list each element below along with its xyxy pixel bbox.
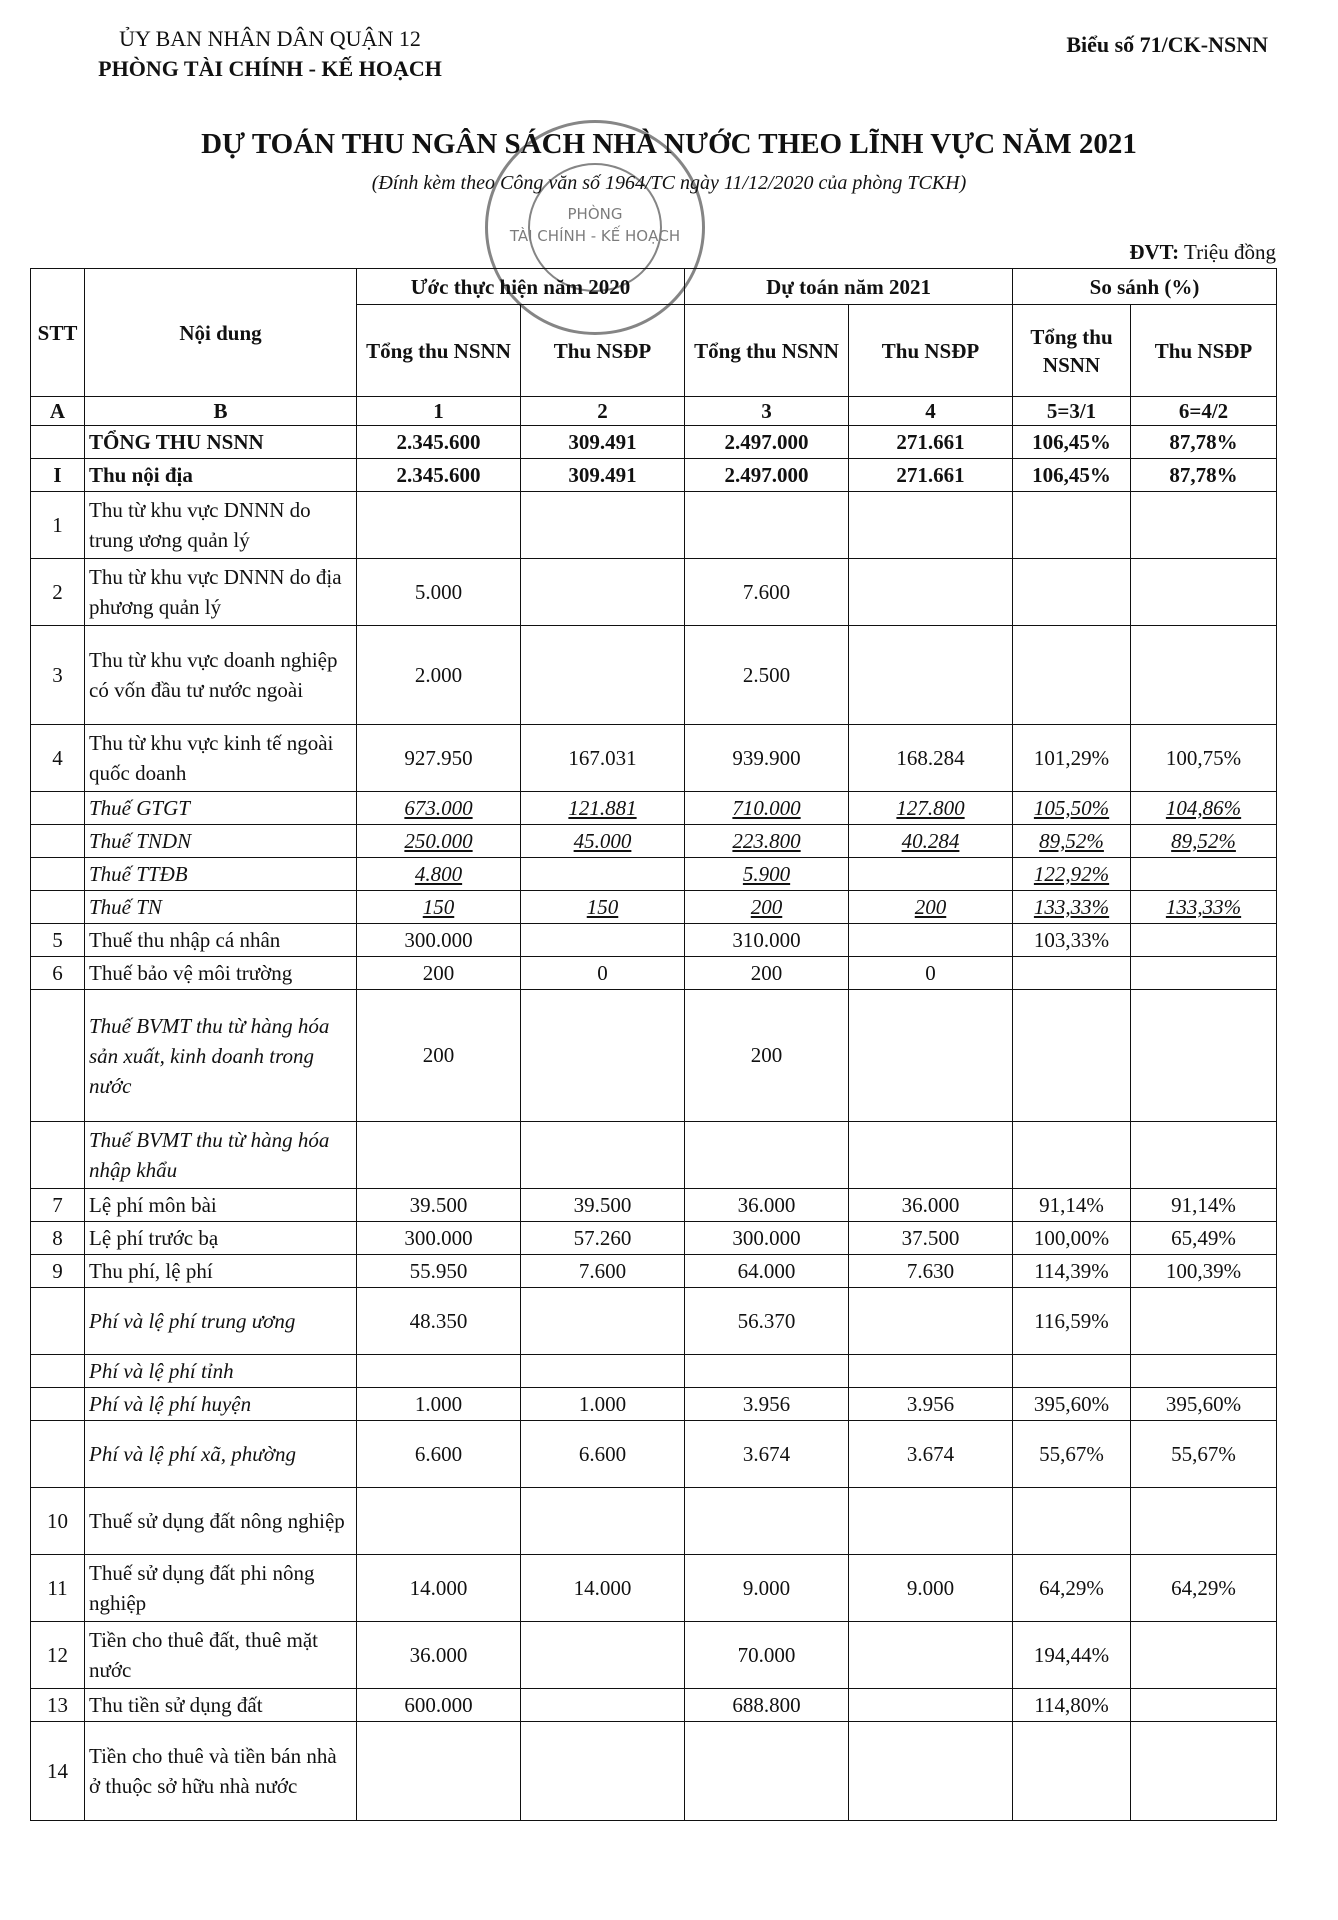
cell-content: Thu từ khu vực kinh tế ngoài quốc doanh (85, 725, 357, 792)
cell-c2 (521, 1689, 685, 1722)
cell-content: Thuế BVMT thu từ hàng hóa sản xuất, kinh doanh trong nước (85, 990, 357, 1122)
cell-c5: 105,50% (1013, 792, 1131, 825)
table-row (31, 1488, 1277, 1555)
cell-c5: 114,80% (1013, 1689, 1131, 1722)
table-row (31, 1388, 1277, 1421)
header-local-3: Thu NSĐP (1131, 305, 1277, 397)
cell-c1: 673.000 (357, 792, 521, 825)
cell-c1: 39.500 (357, 1189, 521, 1222)
cell-stt (31, 891, 85, 924)
cell-content: Phí và lệ phí huyện (85, 1388, 357, 1421)
cell-content: Thuế sử dụng đất nông nghiệp (85, 1488, 357, 1555)
cell-c2 (521, 1355, 685, 1388)
cell-c3: 56.370 (685, 1288, 849, 1355)
cell-c1 (357, 1122, 521, 1189)
cell-c6 (1131, 1288, 1277, 1355)
cell-c2 (521, 1722, 685, 1821)
table-row (31, 924, 1277, 957)
cell-stt: 14 (31, 1722, 85, 1821)
unit-note (1129, 240, 1276, 265)
table-row (31, 725, 1277, 792)
cell-c4 (849, 492, 1013, 559)
cell-c4: 3.674 (849, 1421, 1013, 1488)
cell-stt: 9 (31, 1255, 85, 1288)
cell-stt (31, 1355, 85, 1388)
table-row (31, 1555, 1277, 1622)
unit-label: ĐVT: (1129, 240, 1180, 264)
cell-c6 (1131, 957, 1277, 990)
cell-c4 (849, 990, 1013, 1122)
cell-c4: 36.000 (849, 1189, 1013, 1222)
code-3: 3 (685, 397, 849, 426)
cell-content: Lệ phí môn bài (85, 1189, 357, 1222)
cell-c6: 87,78% (1131, 426, 1277, 459)
cell-c3: 200 (685, 957, 849, 990)
cell-c3 (685, 1722, 849, 1821)
header-total-1: Tổng thu NSNN (357, 305, 521, 397)
header-estimate-2020: Ước thực hiện năm 2020 (357, 269, 685, 305)
cell-stt: 8 (31, 1222, 85, 1255)
cell-c6: 89,52% (1131, 825, 1277, 858)
header-stt: STT (31, 269, 85, 397)
table-row (31, 1288, 1277, 1355)
table-row (31, 990, 1277, 1122)
cell-c5: 194,44% (1013, 1622, 1131, 1689)
cell-c1: 4.800 (357, 858, 521, 891)
cell-content: Thuế GTGT (85, 792, 357, 825)
cell-c6: 91,14% (1131, 1189, 1277, 1222)
cell-c5: 116,59% (1013, 1288, 1131, 1355)
cell-c3: 2.497.000 (685, 426, 849, 459)
cell-stt: 7 (31, 1189, 85, 1222)
cell-c1 (357, 1722, 521, 1821)
cell-c3: 9.000 (685, 1555, 849, 1622)
cell-c5: 64,29% (1013, 1555, 1131, 1622)
cell-c3: 2.500 (685, 626, 849, 725)
cell-c2: 39.500 (521, 1189, 685, 1222)
header-total-3: Tổng thu NSNN (1013, 305, 1131, 397)
cell-content: Thuế thu nhập cá nhân (85, 924, 357, 957)
cell-c4 (849, 1355, 1013, 1388)
cell-c1: 48.350 (357, 1288, 521, 1355)
document-title: DỰ TOÁN THU NGÂN SÁCH NHÀ NƯỚC THEO LĨNH VỰC NĂM 2021 (201, 128, 1137, 160)
table-row (31, 858, 1277, 891)
cell-c2: 7.600 (521, 1255, 685, 1288)
cell-c6: 64,29% (1131, 1555, 1277, 1622)
cell-c5: 106,45% (1013, 459, 1131, 492)
cell-c6 (1131, 1488, 1277, 1555)
cell-c1: 300.000 (357, 924, 521, 957)
cell-c3: 310.000 (685, 924, 849, 957)
code-6: 6=4/2 (1131, 397, 1277, 426)
header-local-2: Thu NSĐP (849, 305, 1013, 397)
cell-c4 (849, 1488, 1013, 1555)
cell-c2: 45.000 (521, 825, 685, 858)
cell-c4: 200 (849, 891, 1013, 924)
cell-content: Lệ phí trước bạ (85, 1222, 357, 1255)
cell-c4: 168.284 (849, 725, 1013, 792)
cell-c5 (1013, 1122, 1131, 1189)
cell-c1: 2.345.600 (357, 426, 521, 459)
cell-content: Thuế BVMT thu từ hàng hóa nhập khẩu (85, 1122, 357, 1189)
cell-c5: 114,39% (1013, 1255, 1131, 1288)
cell-c1: 6.600 (357, 1421, 521, 1488)
cell-c6 (1131, 1689, 1277, 1722)
table-row (31, 626, 1277, 725)
cell-c1 (357, 1355, 521, 1388)
cell-content: Tiền cho thuê và tiền bán nhà ở thuộc sở hữu nhà nước (85, 1722, 357, 1821)
cell-c4: 9.000 (849, 1555, 1013, 1622)
cell-stt: 6 (31, 957, 85, 990)
header-budget-2021: Dự toán năm 2021 (685, 269, 1013, 305)
cell-c1: 200 (357, 957, 521, 990)
code-5: 5=3/1 (1013, 397, 1131, 426)
table-row (31, 1622, 1277, 1689)
cell-stt (31, 1421, 85, 1488)
cell-c1: 36.000 (357, 1622, 521, 1689)
cell-c2: 309.491 (521, 426, 685, 459)
cell-c4 (849, 626, 1013, 725)
cell-c5: 100,00% (1013, 1222, 1131, 1255)
cell-stt: I (31, 459, 85, 492)
cell-c4 (849, 858, 1013, 891)
cell-c2: 14.000 (521, 1555, 685, 1622)
issuing-agency (80, 24, 460, 84)
cell-c1: 1.000 (357, 1388, 521, 1421)
cell-c1: 200 (357, 990, 521, 1122)
cell-c3: 688.800 (685, 1689, 849, 1722)
cell-c5 (1013, 957, 1131, 990)
header-comparison: So sánh (%) (1013, 269, 1277, 305)
cell-c4 (849, 1122, 1013, 1189)
cell-stt (31, 426, 85, 459)
agency-name: ỦY BAN NHÂN DÂN QUẬN 12 (119, 26, 421, 51)
cell-content: Thu tiền sử dụng đất (85, 1689, 357, 1722)
cell-c2 (521, 858, 685, 891)
cell-stt: 12 (31, 1622, 85, 1689)
table-row (31, 1421, 1277, 1488)
cell-c5: 106,45% (1013, 426, 1131, 459)
cell-c2 (521, 559, 685, 626)
cell-c4 (849, 1288, 1013, 1355)
table-row (31, 459, 1277, 492)
cell-c2 (521, 492, 685, 559)
cell-c2: 121.881 (521, 792, 685, 825)
cell-c4 (849, 924, 1013, 957)
cell-c5 (1013, 1488, 1131, 1555)
cell-c4: 40.284 (849, 825, 1013, 858)
cell-content: Thu phí, lệ phí (85, 1255, 357, 1288)
cell-content: Thuế TTĐB (85, 858, 357, 891)
cell-c3: 5.900 (685, 858, 849, 891)
cell-c2: 0 (521, 957, 685, 990)
cell-c1 (357, 492, 521, 559)
cell-stt: 1 (31, 492, 85, 559)
cell-c6 (1131, 990, 1277, 1122)
cell-c6: 65,49% (1131, 1222, 1277, 1255)
code-a: A (31, 397, 85, 426)
cell-c2: 150 (521, 891, 685, 924)
cell-c6: 100,75% (1131, 725, 1277, 792)
cell-c3 (685, 1488, 849, 1555)
cell-content: Thuế sử dụng đất phi nông nghiệp (85, 1555, 357, 1622)
cell-c6 (1131, 1622, 1277, 1689)
cell-c4: 271.661 (849, 426, 1013, 459)
table-row (31, 1689, 1277, 1722)
cell-content: Thuế TN (85, 891, 357, 924)
cell-c4: 127.800 (849, 792, 1013, 825)
cell-c5 (1013, 1722, 1131, 1821)
cell-c3: 2.497.000 (685, 459, 849, 492)
header-total-2: Tổng thu NSNN (685, 305, 849, 397)
cell-c6 (1131, 924, 1277, 957)
cell-c3: 200 (685, 891, 849, 924)
cell-c5: 55,67% (1013, 1421, 1131, 1488)
cell-c5 (1013, 492, 1131, 559)
stamp-line-1: PHÒNG (567, 205, 623, 223)
cell-c5: 89,52% (1013, 825, 1131, 858)
cell-c5: 91,14% (1013, 1189, 1131, 1222)
cell-c2 (521, 924, 685, 957)
table-row (31, 891, 1277, 924)
cell-stt (31, 1388, 85, 1421)
cell-c6: 104,86% (1131, 792, 1277, 825)
code-4: 4 (849, 397, 1013, 426)
cell-c4: 3.956 (849, 1388, 1013, 1421)
cell-c1: 927.950 (357, 725, 521, 792)
cell-c6 (1131, 1355, 1277, 1388)
cell-c5: 395,60% (1013, 1388, 1131, 1421)
code-2: 2 (521, 397, 685, 426)
cell-content: Thu từ khu vực doanh nghiệp có vốn đầu tư nước ngoài (85, 626, 357, 725)
cell-c6: 100,39% (1131, 1255, 1277, 1288)
cell-c3: 36.000 (685, 1189, 849, 1222)
cell-c4 (849, 559, 1013, 626)
cell-c6 (1131, 559, 1277, 626)
cell-c5: 103,33% (1013, 924, 1131, 957)
stamp-line-2: TÀI CHÍNH - KẾ HOẠCH (509, 227, 681, 245)
cell-c5 (1013, 1355, 1131, 1388)
cell-content: Phí và lệ phí xã, phường (85, 1421, 357, 1488)
cell-content: Phí và lệ phí trung ương (85, 1288, 357, 1355)
cell-content: Thuế bảo vệ môi trường (85, 957, 357, 990)
cell-c3: 3.956 (685, 1388, 849, 1421)
cell-c4: 271.661 (849, 459, 1013, 492)
cell-c2: 1.000 (521, 1388, 685, 1421)
cell-c6: 55,67% (1131, 1421, 1277, 1488)
cell-stt (31, 990, 85, 1122)
cell-content: Thu từ khu vực DNNN do địa phương quản lý (85, 559, 357, 626)
cell-stt: 3 (31, 626, 85, 725)
cell-c5 (1013, 626, 1131, 725)
cell-c3 (685, 1355, 849, 1388)
cell-c2 (521, 990, 685, 1122)
table-row (31, 1722, 1277, 1821)
code-b: B (85, 397, 357, 426)
cell-stt (31, 1288, 85, 1355)
table-row (31, 426, 1277, 459)
table-row (31, 492, 1277, 559)
cell-stt: 13 (31, 1689, 85, 1722)
cell-c1: 600.000 (357, 1689, 521, 1722)
cell-c5: 101,29% (1013, 725, 1131, 792)
cell-c4: 7.630 (849, 1255, 1013, 1288)
cell-stt (31, 858, 85, 891)
code-1: 1 (357, 397, 521, 426)
cell-c1: 55.950 (357, 1255, 521, 1288)
cell-c5 (1013, 990, 1131, 1122)
cell-stt (31, 1122, 85, 1189)
cell-c1: 250.000 (357, 825, 521, 858)
cell-c1: 300.000 (357, 1222, 521, 1255)
table-row (31, 825, 1277, 858)
cell-c3: 70.000 (685, 1622, 849, 1689)
table-row (31, 1189, 1277, 1222)
cell-content: Tiền cho thuê đất, thuê mặt nước (85, 1622, 357, 1689)
header-local-1: Thu NSĐP (521, 305, 685, 397)
cell-c2 (521, 1122, 685, 1189)
cell-content: TỔNG THU NSNN (85, 426, 357, 459)
document-subtitle: (Đính kèm theo Công văn số 1964/TC ngày 11/12/2020 của phòng TCKH) (371, 172, 967, 194)
form-number: Biểu số 71/CK-NSNN (1066, 32, 1268, 57)
cell-stt (31, 825, 85, 858)
cell-c6 (1131, 1122, 1277, 1189)
cell-c3: 200 (685, 990, 849, 1122)
cell-c4: 0 (849, 957, 1013, 990)
cell-stt: 5 (31, 924, 85, 957)
table-row (31, 559, 1277, 626)
cell-c2: 6.600 (521, 1421, 685, 1488)
header-content: Nội dung (85, 269, 357, 397)
cell-c3: 3.674 (685, 1421, 849, 1488)
department-name: PHÒNG TÀI CHÍNH - KẾ HOẠCH (98, 56, 442, 81)
cell-c3: 939.900 (685, 725, 849, 792)
cell-stt: 10 (31, 1488, 85, 1555)
cell-content: Thu từ khu vực DNNN do trung ương quản lý (85, 492, 357, 559)
cell-c4 (849, 1722, 1013, 1821)
table-row (31, 792, 1277, 825)
cell-c6 (1131, 858, 1277, 891)
cell-c1: 5.000 (357, 559, 521, 626)
cell-c4 (849, 1689, 1013, 1722)
table-row (31, 1222, 1277, 1255)
cell-c1: 150 (357, 891, 521, 924)
cell-c1 (357, 1488, 521, 1555)
cell-c6 (1131, 1722, 1277, 1821)
cell-c3: 64.000 (685, 1255, 849, 1288)
cell-c3 (685, 1122, 849, 1189)
cell-c1: 2.000 (357, 626, 521, 725)
cell-stt: 2 (31, 559, 85, 626)
column-code-row (31, 397, 1277, 426)
cell-c6: 133,33% (1131, 891, 1277, 924)
cell-stt: 11 (31, 1555, 85, 1622)
cell-c1: 14.000 (357, 1555, 521, 1622)
cell-c5 (1013, 559, 1131, 626)
cell-content: Thuế TNDN (85, 825, 357, 858)
cell-stt (31, 792, 85, 825)
cell-c3: 710.000 (685, 792, 849, 825)
cell-c3: 300.000 (685, 1222, 849, 1255)
cell-c3: 7.600 (685, 559, 849, 626)
cell-c3 (685, 492, 849, 559)
table-row (31, 1122, 1277, 1189)
cell-c2 (521, 1622, 685, 1689)
cell-c2: 57.260 (521, 1222, 685, 1255)
table-row (31, 1255, 1277, 1288)
cell-c3: 223.800 (685, 825, 849, 858)
cell-stt: 4 (31, 725, 85, 792)
table-row (31, 957, 1277, 990)
budget-table (30, 268, 1277, 1821)
cell-c6: 395,60% (1131, 1388, 1277, 1421)
cell-c6 (1131, 626, 1277, 725)
table-row (31, 1355, 1277, 1388)
cell-c4: 37.500 (849, 1222, 1013, 1255)
cell-c6: 87,78% (1131, 459, 1277, 492)
cell-c2 (521, 1288, 685, 1355)
cell-content: Thu nội địa (85, 459, 357, 492)
cell-content: Phí và lệ phí tỉnh (85, 1355, 357, 1388)
cell-c2: 167.031 (521, 725, 685, 792)
cell-c2: 309.491 (521, 459, 685, 492)
cell-c5: 133,33% (1013, 891, 1131, 924)
cell-c1: 2.345.600 (357, 459, 521, 492)
cell-c6 (1131, 492, 1277, 559)
cell-c2 (521, 626, 685, 725)
unit-value: Triệu đồng (1184, 240, 1276, 264)
cell-c2 (521, 1488, 685, 1555)
cell-c5: 122,92% (1013, 858, 1131, 891)
cell-c4 (849, 1622, 1013, 1689)
